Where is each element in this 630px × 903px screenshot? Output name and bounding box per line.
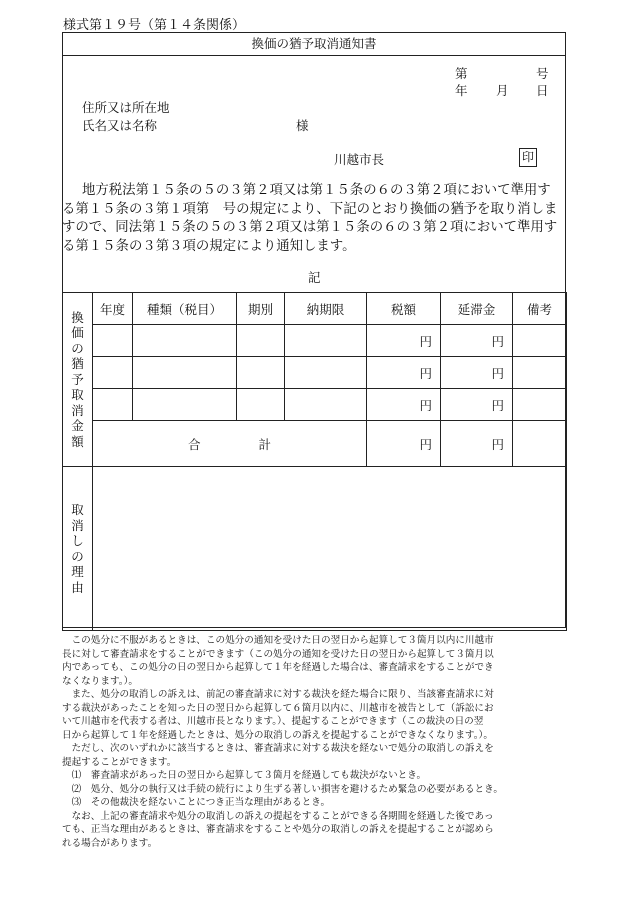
note-line: れる場合があります。	[62, 837, 158, 849]
number-label: 第	[455, 66, 468, 81]
note-line: ⑵ 処分、処分の執行又は手続の続行により生ずる著しい損害を避けるため緊急の必要があるとき。	[62, 783, 503, 795]
yen-unit: 円	[441, 421, 513, 467]
honorific: 様	[296, 118, 309, 133]
body-line: すので、同法第１５条の５の３第２項又は第１５条の６の３第２項において準用す	[62, 220, 558, 235]
notice-body	[62, 182, 560, 256]
ki-label: 記	[308, 270, 321, 285]
note-line: 長に対して審査請求をすることができます（この処分の通知を受けた日の翌日から起算して３箇月以	[62, 648, 494, 660]
note-line: ても、正当な理由があるときは、審査請求をすることや処分の取消しの訴えを提起することが認めら	[62, 824, 494, 835]
table-row	[63, 389, 567, 421]
table-row	[63, 325, 567, 357]
note-line: ただし、次のいずれかに該当するときは、審査請求に対する裁決を経ないで処分の取消しの訴えを	[62, 743, 494, 754]
amount-side-label: 換 価 の 猶 予 取 消 金 額	[63, 293, 93, 467]
day-label: 日	[536, 83, 549, 98]
note-line: ⑴ 審査請求があった日の翌日から起算して３箇月を経過しても裁決がないとき。	[62, 770, 427, 781]
seal-mark: 印	[519, 148, 537, 167]
body-line: 地方税法第１５条の５の３第２項又は第１５条の６の３第２項において準用す	[82, 183, 551, 198]
header-delinquency: 延滞金	[441, 293, 513, 325]
body-line: る第１５条の３第１項第 号の規定により、下記のとおり換価の猶予を取り消しま	[62, 201, 558, 217]
reason-label: 取 消 し の 理 由	[63, 467, 93, 631]
note-line: 内であっても、この処分の日の翌日から起算して１年を経過した場合は、審査請求をすることができ	[62, 662, 494, 673]
note-line: この処分に不服があるときは、この処分の通知を受けた日の翌日から起算して３箇月以内に川越市	[62, 635, 494, 646]
header-year: 年度	[93, 293, 133, 325]
reason-row	[63, 467, 567, 631]
yen-unit: 円	[367, 389, 441, 421]
appeal-notes	[62, 634, 572, 850]
number-suffix: 号	[536, 66, 549, 81]
yen-unit: 円	[367, 421, 441, 467]
note-line: なくなります。）。	[62, 675, 138, 687]
header-tax-type: 種類（税目）	[133, 293, 237, 325]
yen-unit: 円	[441, 325, 513, 357]
header-due-date: 納期限	[285, 293, 367, 325]
table-header-row	[63, 293, 567, 325]
document-title: 換価の猶予取消通知書	[63, 33, 565, 56]
note-line: 提起することができます。	[62, 756, 177, 768]
note-line: ⑶ その他裁決を経ないことにつき正当な理由があるとき。	[62, 797, 331, 808]
yen-unit: 円	[441, 389, 513, 421]
yen-unit: 円	[441, 357, 513, 389]
note-line: なお、上記の審査請求や処分の取消しの訴えの提起をすることができる各期間を経過した後であっ	[62, 810, 494, 822]
address-label: 住所又は所在地	[82, 100, 170, 115]
total-row	[63, 421, 567, 467]
note-line: 日から起算して１年を経過したときは、処分の取消しの訴えを提起することができなくなります。）。	[62, 729, 493, 741]
table-row	[63, 357, 567, 389]
amount-table	[62, 292, 567, 631]
reason-field[interactable]	[93, 467, 567, 631]
form-number: 様式第１９号（第１４条関係）	[63, 18, 246, 33]
yen-unit: 円	[367, 325, 441, 357]
header-remarks: 備考	[513, 293, 567, 325]
issuer: 川越市長	[334, 152, 385, 167]
year-label: 年	[455, 83, 468, 98]
name-label: 氏名又は名称	[82, 118, 158, 133]
header-period: 期別	[237, 293, 285, 325]
yen-unit: 円	[367, 357, 441, 389]
header-tax-amount: 税額	[367, 293, 441, 325]
note-line: する裁決があったことを知った日の翌日から起算して６箇月以内に、川越市を被告として（訴訟にお	[62, 702, 494, 714]
note-line: いて川越市を代表する者は、川越市長となります。）、提起することができます（この裁決の日の翌	[62, 716, 484, 727]
body-line: る第１５条の３第３項の規定により通知します。	[62, 238, 356, 254]
total-label: 合 計	[93, 421, 367, 467]
note-line: また、処分の取消しの訴えは、前記の審査請求に対する裁決を経た場合に限り、当該審査請求に対	[62, 689, 494, 700]
month-label: 月	[496, 83, 509, 98]
